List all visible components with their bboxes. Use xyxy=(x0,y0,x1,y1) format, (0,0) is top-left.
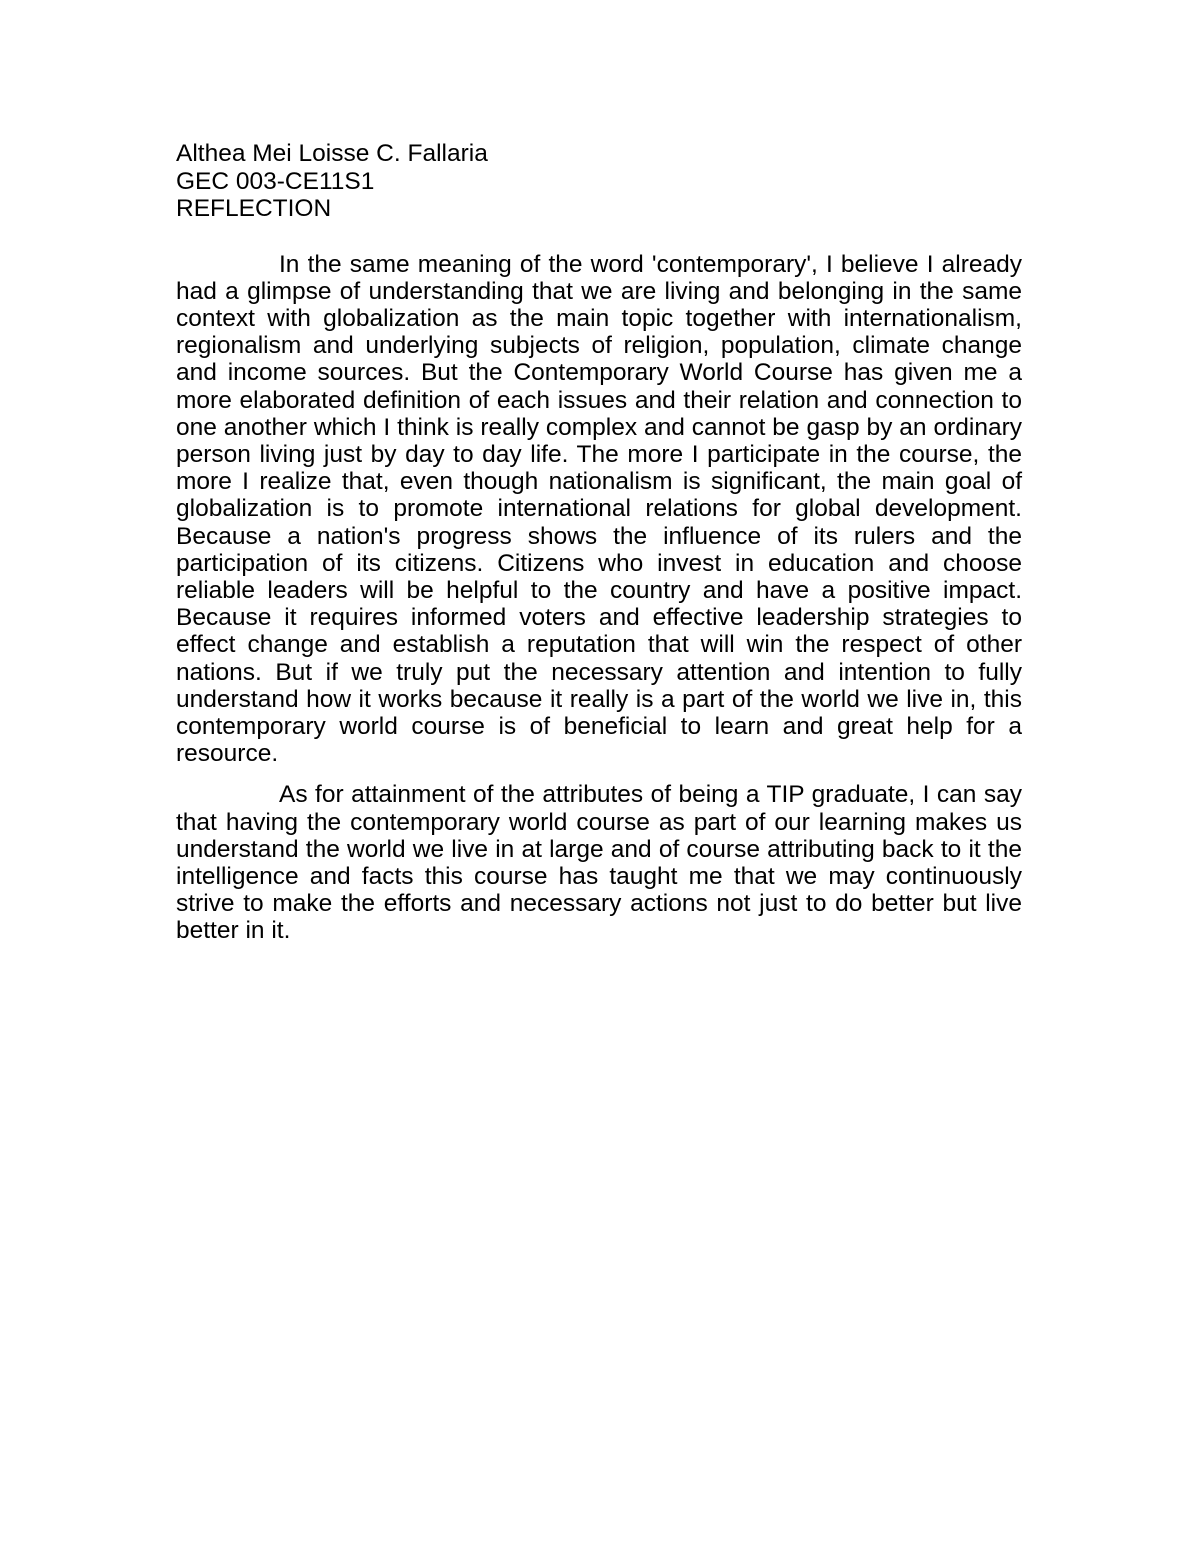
course-section: GEC 003-CE11S1 xyxy=(176,167,375,195)
document-content xyxy=(176,140,1022,959)
body-paragraph-2: As for attainment of the attributes of being a TIP graduate, I can say that having the contemporary world course as part of our learning makes us understand the world we live in at large and of course attributing back to it the intelligence and facts this course has taught me that we may continuously strive to make the efforts and necessary actions not just to do better but live better in it. xyxy=(176,781,1022,945)
author-name: Althea Mei Loisse C. Fallaria xyxy=(176,140,488,167)
body-paragraph-1: In the same meaning of the word 'contemporary', I believe I already had a glimpse of understanding that we are living and belonging in the same context with globalization as the main topic together with internationalism, regionalism and underlying subjects of religion, population, climate change and income sources. But the Contemporary World Course has given me a more elaborated definition of each issues and their relation and connection to one another which I think is really complex and cannot be gasp by an ordinary person living just by day to day life. The more I participate in the course, the more I realize that, even though nationalism is significant, the main goal of globalization is to promote international relations for global development. Because a nation's progress shows the influence of its rulers and the participation of its citizens. Citizens who invest in education and choose reliable leaders will be helpful to the country and have a positive impact. Because it requires informed voters and effective leadership strategies to effect change and establish a reputation that will win the respect of other nations. But if we truly put the necessary attention and intention to fully understand how it works because it really is a part of the world we live in, this contemporary world course is of beneficial to learn and great help for a resource. xyxy=(176,250,1022,768)
document-title: REFLECTION xyxy=(176,195,332,222)
document-header xyxy=(176,140,1022,223)
